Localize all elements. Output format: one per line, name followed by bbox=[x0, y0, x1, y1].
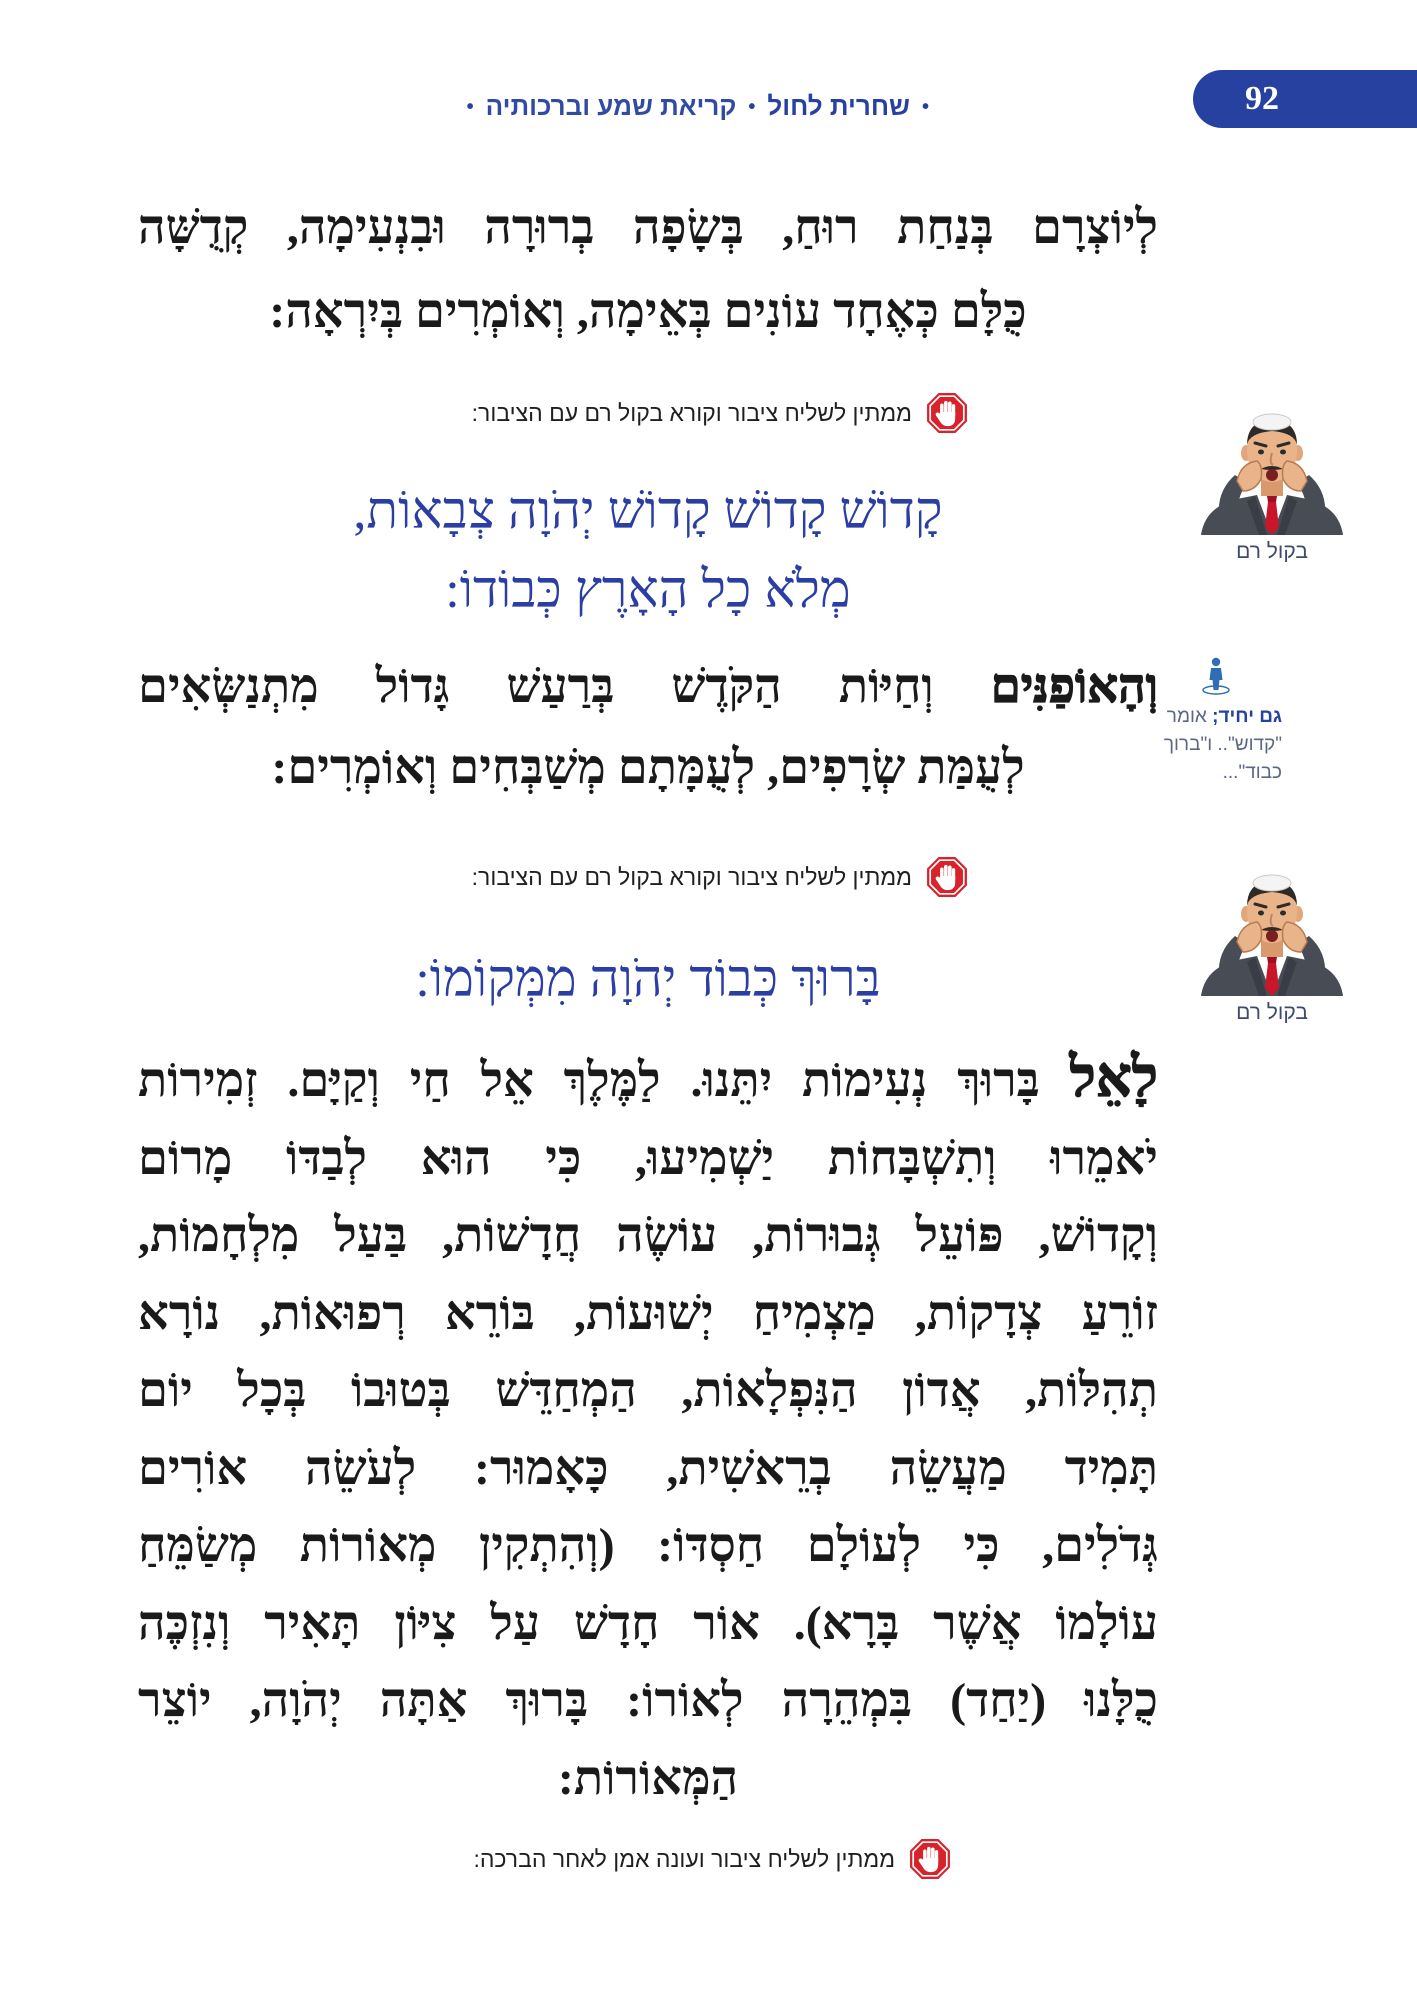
text-line-rest: וְחַיּוֹת הַקֹּדֶשׁ בְּרַעַשׁ גָּדוֹל מִתְנַשְּׂאִים bbox=[138, 660, 934, 713]
text-line: תָּמִיד מַעֲשֵׂה בְרֵאשִׁית, כָּאָמוּר: לְעֹשֵׂה אוֹרִים bbox=[138, 1441, 1158, 1495]
section-title: שחרית לחול bbox=[767, 91, 910, 121]
kedusha-verse-2 bbox=[138, 940, 1158, 1020]
bullet: • bbox=[921, 96, 929, 118]
bullet: • bbox=[748, 96, 756, 118]
text-line: עוֹלָמוֹ אֲשֶׁר בָּרָא). אוֹר חָדָשׁ עַל צִיּוֹן תָּאִיר וְנִזְכֶּה bbox=[138, 1596, 1158, 1650]
side-cue-aloud-2 bbox=[1192, 864, 1352, 1028]
kedusha-verse-1 bbox=[138, 472, 1158, 630]
lead-word: לָאֵל bbox=[1069, 1047, 1159, 1109]
text-line: כֻּלָּם כְּאֶחָד עוֹנִים בְּאֵימָה, וְאוֹמְרִים בְּיִרְאָה: bbox=[269, 285, 1027, 338]
note-line bbox=[1150, 703, 1282, 731]
running-head bbox=[455, 86, 941, 126]
shouting-man-icon bbox=[1192, 403, 1352, 535]
stop-hand-icon bbox=[926, 392, 968, 434]
stop-hand-icon bbox=[926, 856, 968, 898]
text-line: תְהִלּוֹת, אֲדוֹן הַנִּפְלָאוֹת, הַמְחַדֵּשׁ בְּטוּבוֹ בְּכָל יוֹם bbox=[138, 1364, 1158, 1417]
instruction-1 bbox=[472, 391, 968, 435]
bullet: • bbox=[466, 96, 474, 118]
text-line: לְיוֹצְרָם בְּנַחַת רוּחַ, בְּשָׂפָה בְרוּרָה וּבִנְעִימָה, קְדֻשָּׁה bbox=[138, 201, 1158, 254]
side-cue-label: בקול רם bbox=[1236, 1001, 1308, 1024]
note-text: אומר bbox=[1166, 706, 1207, 727]
instruction-3 bbox=[473, 1837, 951, 1881]
note-line: כבוד"... bbox=[1222, 762, 1282, 783]
side-note-individual bbox=[1150, 703, 1282, 787]
text-line: וְקָדוֹשׁ, פּוֹעֵל גְּבוּרוֹת, עוֹשֶׂה חֲדָשׁוֹת, בַּעַל מִלְחָמוֹת, bbox=[138, 1209, 1158, 1262]
side-cue-label: בקול רם bbox=[1236, 540, 1308, 563]
individual-person-icon bbox=[1201, 656, 1231, 696]
text-line: בָּרוּךְ כְּבוֹד יְהֹוָה מִמְּקוֹמוֹ: bbox=[415, 951, 881, 1008]
text-line: הַמְּאוֹרוֹת: bbox=[557, 1751, 739, 1805]
side-cue-aloud-1 bbox=[1192, 403, 1352, 567]
note-line: "קדוש".. ו"ברוך bbox=[1163, 734, 1282, 755]
instruction-2 bbox=[472, 855, 968, 899]
instruction-text: ממתין לשליח ציבור וקורא בקול רם עם הציבור: bbox=[471, 863, 912, 890]
lead-word: וְהָאוֹפַנִּים bbox=[990, 660, 1159, 713]
text-line: זוֹרֵעַ צְדָקוֹת, מַצְמִיחַ יְשׁוּעוֹת, בּוֹרֵא רְפוּאוֹת, נוֹרָא bbox=[138, 1286, 1158, 1340]
shouting-man-icon bbox=[1192, 864, 1352, 996]
text-line: יֹאמֵרוּ וְתִשְׁבָּחוֹת יַשְׁמִיעוּ, כִּי הוּא לְבַדּוֹ מָרוֹם bbox=[138, 1131, 1158, 1185]
note-bold: גם יחיד; bbox=[1212, 706, 1282, 727]
paragraph-2 bbox=[138, 646, 1158, 808]
text-line: מְלֹא כָל הָאָרֶץ כְּבוֹדוֹ: bbox=[445, 562, 851, 619]
page-number: 92 bbox=[1245, 80, 1279, 117]
stop-hand-icon bbox=[909, 1838, 951, 1880]
paragraph-3 bbox=[138, 1040, 1158, 1817]
text-line: קָדוֹשׁ קָדוֹשׁ קָדוֹשׁ יְהֹוָה צְבָאוֹת, bbox=[353, 483, 943, 540]
text-line bbox=[138, 1040, 1158, 1120]
paragraph-1 bbox=[138, 186, 1158, 354]
instruction-text: ממתין לשליח ציבור ועונה אמן לאחר הברכה: bbox=[473, 1845, 895, 1872]
text-line: לְעֻמַּת שְׂרָפִים, לְעֻמָּתָם מְשַׁבְּחִים וְאוֹמְרִים: bbox=[271, 741, 1025, 794]
subsection-title: קריאת שמע וברכותיה bbox=[485, 91, 737, 121]
text-line-rest: בָּרוּךְ נְעִימוֹת יִתֵּנוּ. לַמֶּלֶךְ אֵל חַי וְקַיָּם. זְמִירוֹת bbox=[138, 1054, 1040, 1107]
text-line bbox=[138, 646, 1158, 727]
text-line: כֻלָּנוּ (יַחַד) בִּמְהֵרָה לְאוֹרוֹ: בָּרוּךְ אַתָּה יְהֹוָה, יוֹצֵר bbox=[138, 1674, 1158, 1727]
text-line: גְּדֹלִים, כִּי לְעוֹלָם חַסְדּוֹ: (וְהִתְקִין מְאוֹרוֹת מְשַׂמֵּחַ bbox=[138, 1519, 1158, 1572]
instruction-text: ממתין לשליח ציבור וקורא בקול רם עם הציבור: bbox=[471, 399, 912, 426]
